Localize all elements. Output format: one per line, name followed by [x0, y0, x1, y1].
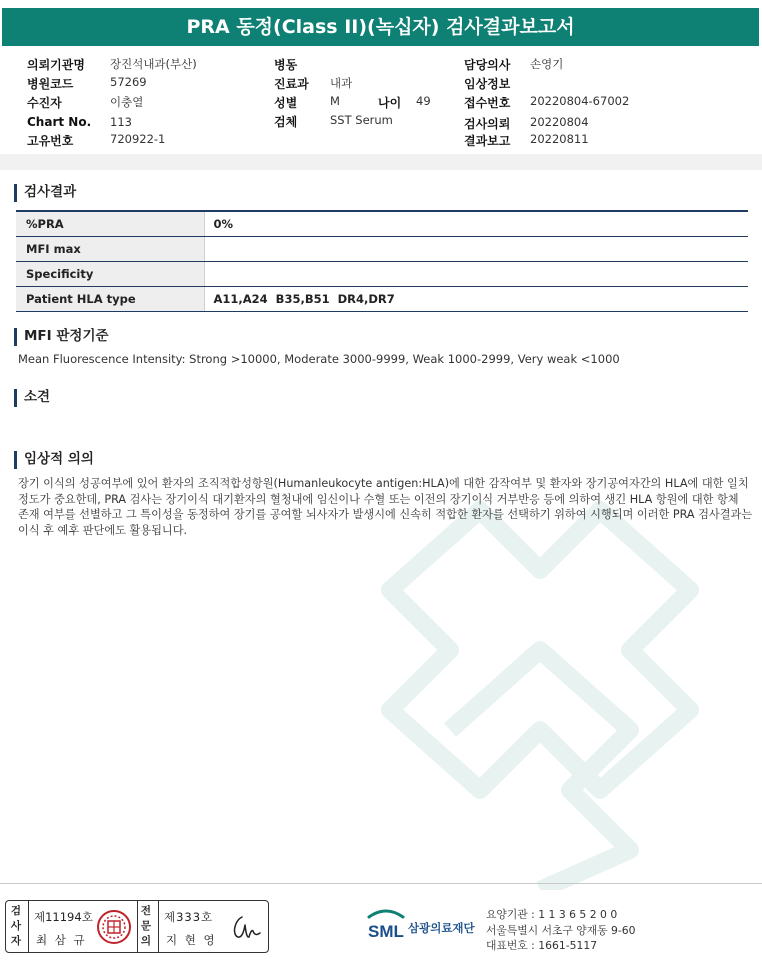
- pra-percent-label: %PRA: [16, 211, 204, 236]
- pra-percent-value: 0%: [204, 211, 748, 236]
- receipt-no-label: 접수번호: [464, 96, 511, 110]
- mfi-criteria-heading: MFI 판정기준: [14, 328, 109, 346]
- ward-label: 병동: [274, 58, 298, 72]
- mfi-max-value: [204, 236, 748, 261]
- table-row: [16, 261, 748, 286]
- paragraph-line: 존재 여부를 선별하고 그 특이성을 동정하여 장기를 공여할 뇌사자가 발생시에 신속히 적합한 환자를 선택하기 위하여 시행되며 이러한 PRA 검사결과는: [18, 508, 753, 521]
- patient-info: [0, 52, 762, 152]
- patient-name-label: 수진자: [27, 96, 62, 110]
- inspector-label: [9, 904, 23, 949]
- results-table: [16, 210, 748, 312]
- sex-value: M: [330, 94, 340, 108]
- brand-name: 삼광의료재단: [408, 921, 475, 935]
- specimen-label: 검체: [274, 115, 298, 129]
- inspector-label-text: 검사자: [10, 905, 22, 947]
- hla-type-value: A11,A24 B35,B51 DR4,DR7: [204, 286, 748, 311]
- paragraph-line: 장기 이식의 성공여부에 있어 환자의 조직적합성항원(Humanleukocyte antigen:HLA)에 대한 감작여부 및 환자와 장기공여자간의 HLA에 대한 일치: [18, 477, 749, 490]
- sml-logo-text: SML: [368, 922, 404, 941]
- opinion-heading: 소견: [14, 389, 50, 407]
- inspector-license: 제11194호: [34, 910, 93, 924]
- specialist-label: [139, 904, 153, 949]
- divider: [28, 901, 29, 952]
- official-seal-icon: [96, 909, 132, 945]
- hla-type-label: Patient HLA type: [16, 286, 204, 311]
- signature-box: [5, 900, 269, 953]
- mfi-max-label: MFI max: [16, 236, 204, 261]
- org-phone: 대표번호 : 1661-5117: [486, 939, 598, 952]
- unique-id-label: 고유번호: [27, 134, 74, 148]
- requesting-institution-value: 장진석내과(부산): [110, 57, 197, 71]
- results-heading: 검사결과: [14, 184, 76, 202]
- department-value: 내과: [330, 76, 353, 90]
- sex-label: 성별: [274, 96, 298, 110]
- hospital-code-label: 병원코드: [27, 77, 74, 91]
- specialist-license: 제333호: [164, 910, 214, 924]
- inspector-name: 최 삼 규: [36, 933, 87, 947]
- table-row: [16, 236, 748, 261]
- age-value: 49: [416, 94, 431, 108]
- age-label: 나이: [378, 96, 402, 110]
- receipt-no-value: 20220804-67002: [530, 94, 630, 108]
- clinical-significance-text: [18, 476, 753, 538]
- paragraph-line: 이식 후 예후 판단에도 활용됩니다.: [18, 523, 188, 537]
- organization-info: [486, 907, 636, 954]
- clinical-info-label: 임상정보: [464, 77, 511, 91]
- chart-no-label: Chart No.: [27, 115, 92, 129]
- doctor-value: 손영기: [530, 57, 564, 71]
- mfi-criteria-text: Mean Fluorescence Intensity: Strong >10000, Moderate 3000-9999, Weak 1000-2999, Very weak <1000: [18, 352, 620, 366]
- sml-logo: [365, 907, 475, 947]
- section-divider: [0, 154, 762, 170]
- clinical-significance-heading: 임상적 의의: [14, 451, 94, 469]
- org-code: 요양기관 : 1 1 3 6 5 2 0 0: [486, 908, 618, 921]
- specificity-label: Specificity: [16, 261, 204, 286]
- test-request-label: 검사의뢰: [464, 117, 511, 131]
- table-row: [16, 211, 748, 236]
- hospital-code-value: 57269: [110, 75, 147, 89]
- signature-icon: [228, 911, 264, 943]
- result-report-value: 20220811: [530, 132, 589, 146]
- doctor-label: 담당의사: [464, 58, 511, 72]
- department-label: 진료과: [274, 77, 309, 91]
- requesting-institution-label: 의뢰기관명: [27, 58, 85, 72]
- specificity-value: [204, 261, 748, 286]
- specimen-value: SST Serum: [330, 113, 393, 127]
- sml-logo-icon: [365, 907, 407, 943]
- divider: [137, 901, 138, 952]
- patient-name-value: 이충열: [110, 95, 144, 109]
- test-request-value: 20220804: [530, 115, 589, 129]
- divider: [158, 901, 159, 952]
- unique-id-value: 720922-1: [110, 132, 166, 146]
- chart-no-value: 113: [110, 115, 132, 129]
- org-address: 서울특별시 서초구 양재동 9-60: [486, 923, 636, 937]
- specialist-name: 지 현 영: [166, 933, 217, 947]
- result-report-label: 결과보고: [464, 134, 511, 148]
- table-row: [16, 286, 748, 311]
- paragraph-line: 정도가 중요한데, PRA 검사는 장기이식 대기환자의 혈청내에 임신이나 수혈 또는 이전의 장기이식 거부반응 등에 의하여 생긴 HLA 항원에 대한 항체: [18, 492, 739, 506]
- specialist-label-text: 전문의: [140, 905, 152, 947]
- footer-divider: [0, 883, 762, 884]
- report-title: PRA 동정(Class II)(녹십자) 검사결과보고서: [2, 8, 759, 46]
